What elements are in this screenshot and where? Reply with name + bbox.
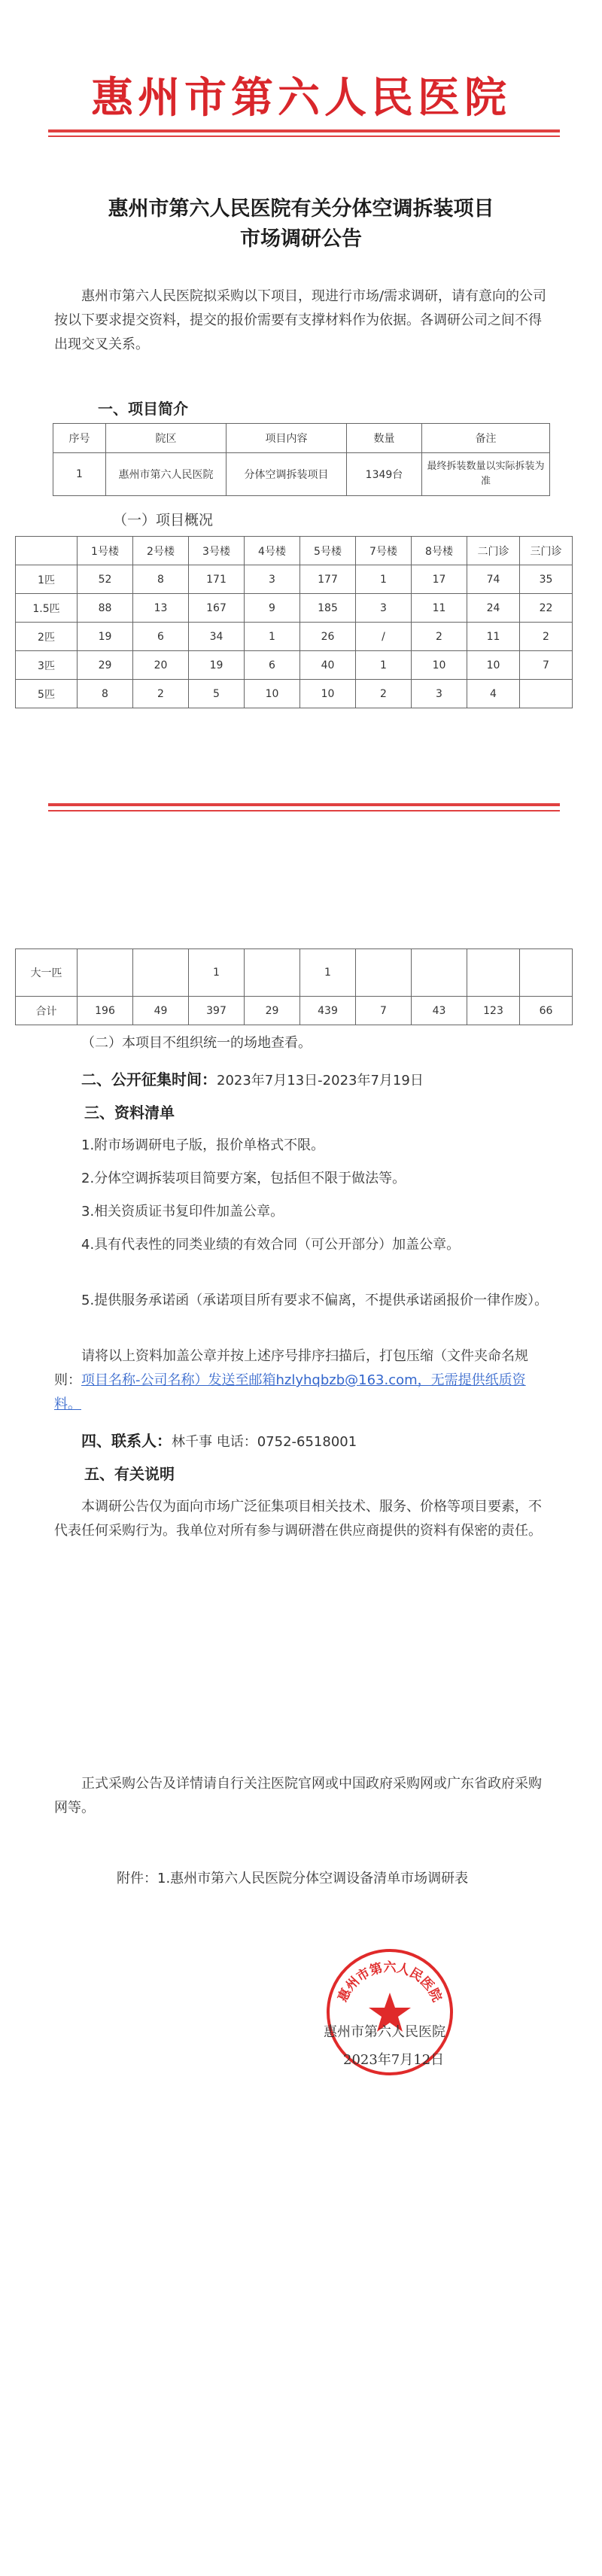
table-cell: 1匹 <box>16 565 78 594</box>
table-cell: 1.5匹 <box>16 594 78 623</box>
submission-email-link[interactable]: 项目名称-公司名称）发送至邮箱hzlyhqbzb@163.com，无需提供纸质资料。 <box>54 1372 526 1412</box>
table-cell: 1 <box>356 565 412 594</box>
table-row <box>16 949 573 997</box>
table-cell: 1 <box>189 949 245 997</box>
table-cell: 1 <box>356 651 412 680</box>
table-header-cell: 2号楼 <box>133 537 189 565</box>
table-cell: 13 <box>133 594 189 623</box>
overview-table-continued <box>15 948 573 1025</box>
table-cell <box>520 949 573 997</box>
table-cell: 2 <box>133 680 189 708</box>
section4-label: 四、联系人： <box>81 1432 172 1450</box>
material-item: 1.附市场调研电子版，报价单格式不限。 <box>81 1137 325 1153</box>
material-item: 3.相关资质证书复印件加盖公章。 <box>81 1204 284 1219</box>
table-cell: 74 <box>467 565 520 594</box>
table-row <box>16 651 573 680</box>
table-cell: 4 <box>467 680 520 708</box>
table-cell <box>412 949 467 997</box>
overview-heading: （一）项目概况 <box>113 512 214 528</box>
table-cell: 439 <box>300 997 356 1025</box>
document-title-line1: 惠州市第六人民医院有关分体空调拆装项目 <box>108 197 494 221</box>
hospital-header-title: 惠州市第六人民医院 <box>91 73 511 123</box>
document-title-line2: 市场调研公告 <box>240 227 362 251</box>
table-cell: 5 <box>189 680 245 708</box>
project-summary-table <box>53 423 550 496</box>
material-item: 2.分体空调拆装项目简要方案，包括但不限于做法等。 <box>81 1171 406 1186</box>
table-cell: 1 <box>245 623 300 651</box>
table-cell: 2 <box>520 623 573 651</box>
table-cell: 196 <box>78 997 133 1025</box>
intro-paragraph: 惠州市第六人民医院拟采购以下项目，现进行市场/需求调研，请有意向的公司按以下要求提交资料，提交的报价需要有支撑材料作为依据。各调研公司之间不得出现交叉关系。 <box>54 288 547 352</box>
table-cell <box>133 949 189 997</box>
section5-heading: 五、有关说明 <box>84 1465 175 1483</box>
table-row <box>16 565 573 594</box>
table-header-cell: 5号楼 <box>300 537 356 565</box>
table-cell: 35 <box>520 565 573 594</box>
table-cell: 29 <box>78 651 133 680</box>
submission-instructions <box>54 1344 551 1417</box>
section3-heading: 三、资料清单 <box>84 1104 175 1122</box>
header-divider-thin <box>48 135 560 137</box>
table-header-row <box>16 537 573 565</box>
table-cell: 最终拆装数量以实际拆装为准 <box>422 453 550 496</box>
table-cell: 5匹 <box>16 680 78 708</box>
table-cell: 34 <box>189 623 245 651</box>
table-cell: 10 <box>412 651 467 680</box>
signature-date: 2023年7月12日 <box>343 2052 445 2068</box>
table-cell: 合计 <box>16 997 78 1025</box>
table-header-row <box>53 424 550 453</box>
table-header-cell: 项目内容 <box>227 424 347 453</box>
table-cell: 24 <box>467 594 520 623</box>
table-cell: 3 <box>412 680 467 708</box>
table-cell: 167 <box>189 594 245 623</box>
table-cell: / <box>356 623 412 651</box>
table-cell: 88 <box>78 594 133 623</box>
table-row <box>16 594 573 623</box>
table-cell: 19 <box>78 623 133 651</box>
table-cell: 分体空调拆装项目 <box>227 453 347 496</box>
table-cell: 20 <box>133 651 189 680</box>
table-cell: 3 <box>245 565 300 594</box>
table-header-cell: 4号楼 <box>245 537 300 565</box>
table-cell: 7 <box>520 651 573 680</box>
table-cell: 6 <box>245 651 300 680</box>
table-cell: 11 <box>467 623 520 651</box>
table-header-cell <box>16 537 78 565</box>
table-row <box>16 997 573 1025</box>
section2-value: 2023年7月13日-2023年7月19日 <box>217 1073 424 1089</box>
table-cell <box>356 949 412 997</box>
table-cell <box>78 949 133 997</box>
table-cell <box>520 680 573 708</box>
table-cell: 49 <box>133 997 189 1025</box>
table-cell: 29 <box>245 997 300 1025</box>
submission-text: 请将以上资料加盖公章并按上述序号排序扫描后，打包压缩（文件夹命名规则： <box>54 1348 528 1388</box>
table-cell: 1349台 <box>347 453 422 496</box>
contact-value: 林千事 电话：0752-6518001 <box>172 1434 357 1450</box>
seal-text: 惠州市第六人民医院 <box>335 1959 445 2005</box>
table-cell: 10 <box>245 680 300 708</box>
table-cell <box>467 949 520 997</box>
table-cell: 9 <box>245 594 300 623</box>
table-cell: 3 <box>356 594 412 623</box>
table-cell: 2 <box>412 623 467 651</box>
table-cell: 52 <box>78 565 133 594</box>
table-row <box>16 623 573 651</box>
table-cell: 1 <box>53 453 106 496</box>
table-cell: 6 <box>133 623 189 651</box>
table-cell: 26 <box>300 623 356 651</box>
table-header-cell: 院区 <box>106 424 227 453</box>
table-cell: 22 <box>520 594 573 623</box>
table-cell: 3匹 <box>16 651 78 680</box>
section1-heading: 一、项目简介 <box>98 400 188 418</box>
section2-label: 二、公开征集时间： <box>81 1070 217 1089</box>
table-cell: 185 <box>300 594 356 623</box>
table-header-cell: 8号楼 <box>412 537 467 565</box>
material-item: 4.具有代表性的同类业绩的有效合同（可公开部分）加盖公章。 <box>81 1237 461 1253</box>
table-cell: 171 <box>189 565 245 594</box>
table-cell: 11 <box>412 594 467 623</box>
table-header-cell: 三门诊 <box>520 537 573 565</box>
table-cell: 7 <box>356 997 412 1025</box>
table-cell: 2匹 <box>16 623 78 651</box>
table-cell: 397 <box>189 997 245 1025</box>
table-row <box>16 680 573 708</box>
header-divider <box>48 129 560 132</box>
table-cell: 8 <box>78 680 133 708</box>
table-cell: 123 <box>467 997 520 1025</box>
attachment-line: 附件：1.惠州市第六人民医院分体空调设备清单市场调研表 <box>117 1871 469 1886</box>
table-cell: 8 <box>133 565 189 594</box>
table-cell: 17 <box>412 565 467 594</box>
signature-org: 惠州市第六人民医院 <box>324 2024 445 2040</box>
table-header-cell: 备注 <box>422 424 550 453</box>
table-header-cell: 7号楼 <box>356 537 412 565</box>
page-divider <box>48 803 560 806</box>
table-header-cell: 序号 <box>53 424 106 453</box>
section2-line <box>54 1067 551 1093</box>
table-cell: 惠州市第六人民医院 <box>106 453 227 496</box>
table-cell: 大一匹 <box>16 949 78 997</box>
table-cell: 40 <box>300 651 356 680</box>
table-cell: 2 <box>356 680 412 708</box>
table-cell: 66 <box>520 997 573 1025</box>
table-cell: 1 <box>300 949 356 997</box>
table-header-cell: 数量 <box>347 424 422 453</box>
section5-text: 本调研公告仅为面向市场广泛征集项目相关技术、服务、价格等项目要素，不代表任何采购行为。我单位对所有参与调研潜在供应商提供的资料有保密的责任。 <box>54 1499 542 1539</box>
table-header-cell: 3号楼 <box>189 537 245 565</box>
table-cell <box>245 949 300 997</box>
table-cell: 10 <box>467 651 520 680</box>
table-cell: 10 <box>300 680 356 708</box>
section4-line <box>54 1429 551 1454</box>
table-cell: 19 <box>189 651 245 680</box>
material-item: 5.提供服务承诺函（承诺项目所有要求不偏离，不提供承诺函报价一律作废）。 <box>81 1293 549 1308</box>
table-cell: 177 <box>300 565 356 594</box>
table-cell: 43 <box>412 997 467 1025</box>
table-row <box>53 453 550 496</box>
overview-table <box>15 536 573 708</box>
formal-notice-text: 正式采购公告及详情请自行关注医院官网或中国政府采购网或广东省政府采购网等。 <box>54 1776 542 1816</box>
table-header-cell: 二门诊 <box>467 537 520 565</box>
note-no-site-visit: （二）本项目不组织统一的场地查看。 <box>81 1035 312 1051</box>
page-divider-thin <box>48 810 560 811</box>
table-header-cell: 1号楼 <box>78 537 133 565</box>
